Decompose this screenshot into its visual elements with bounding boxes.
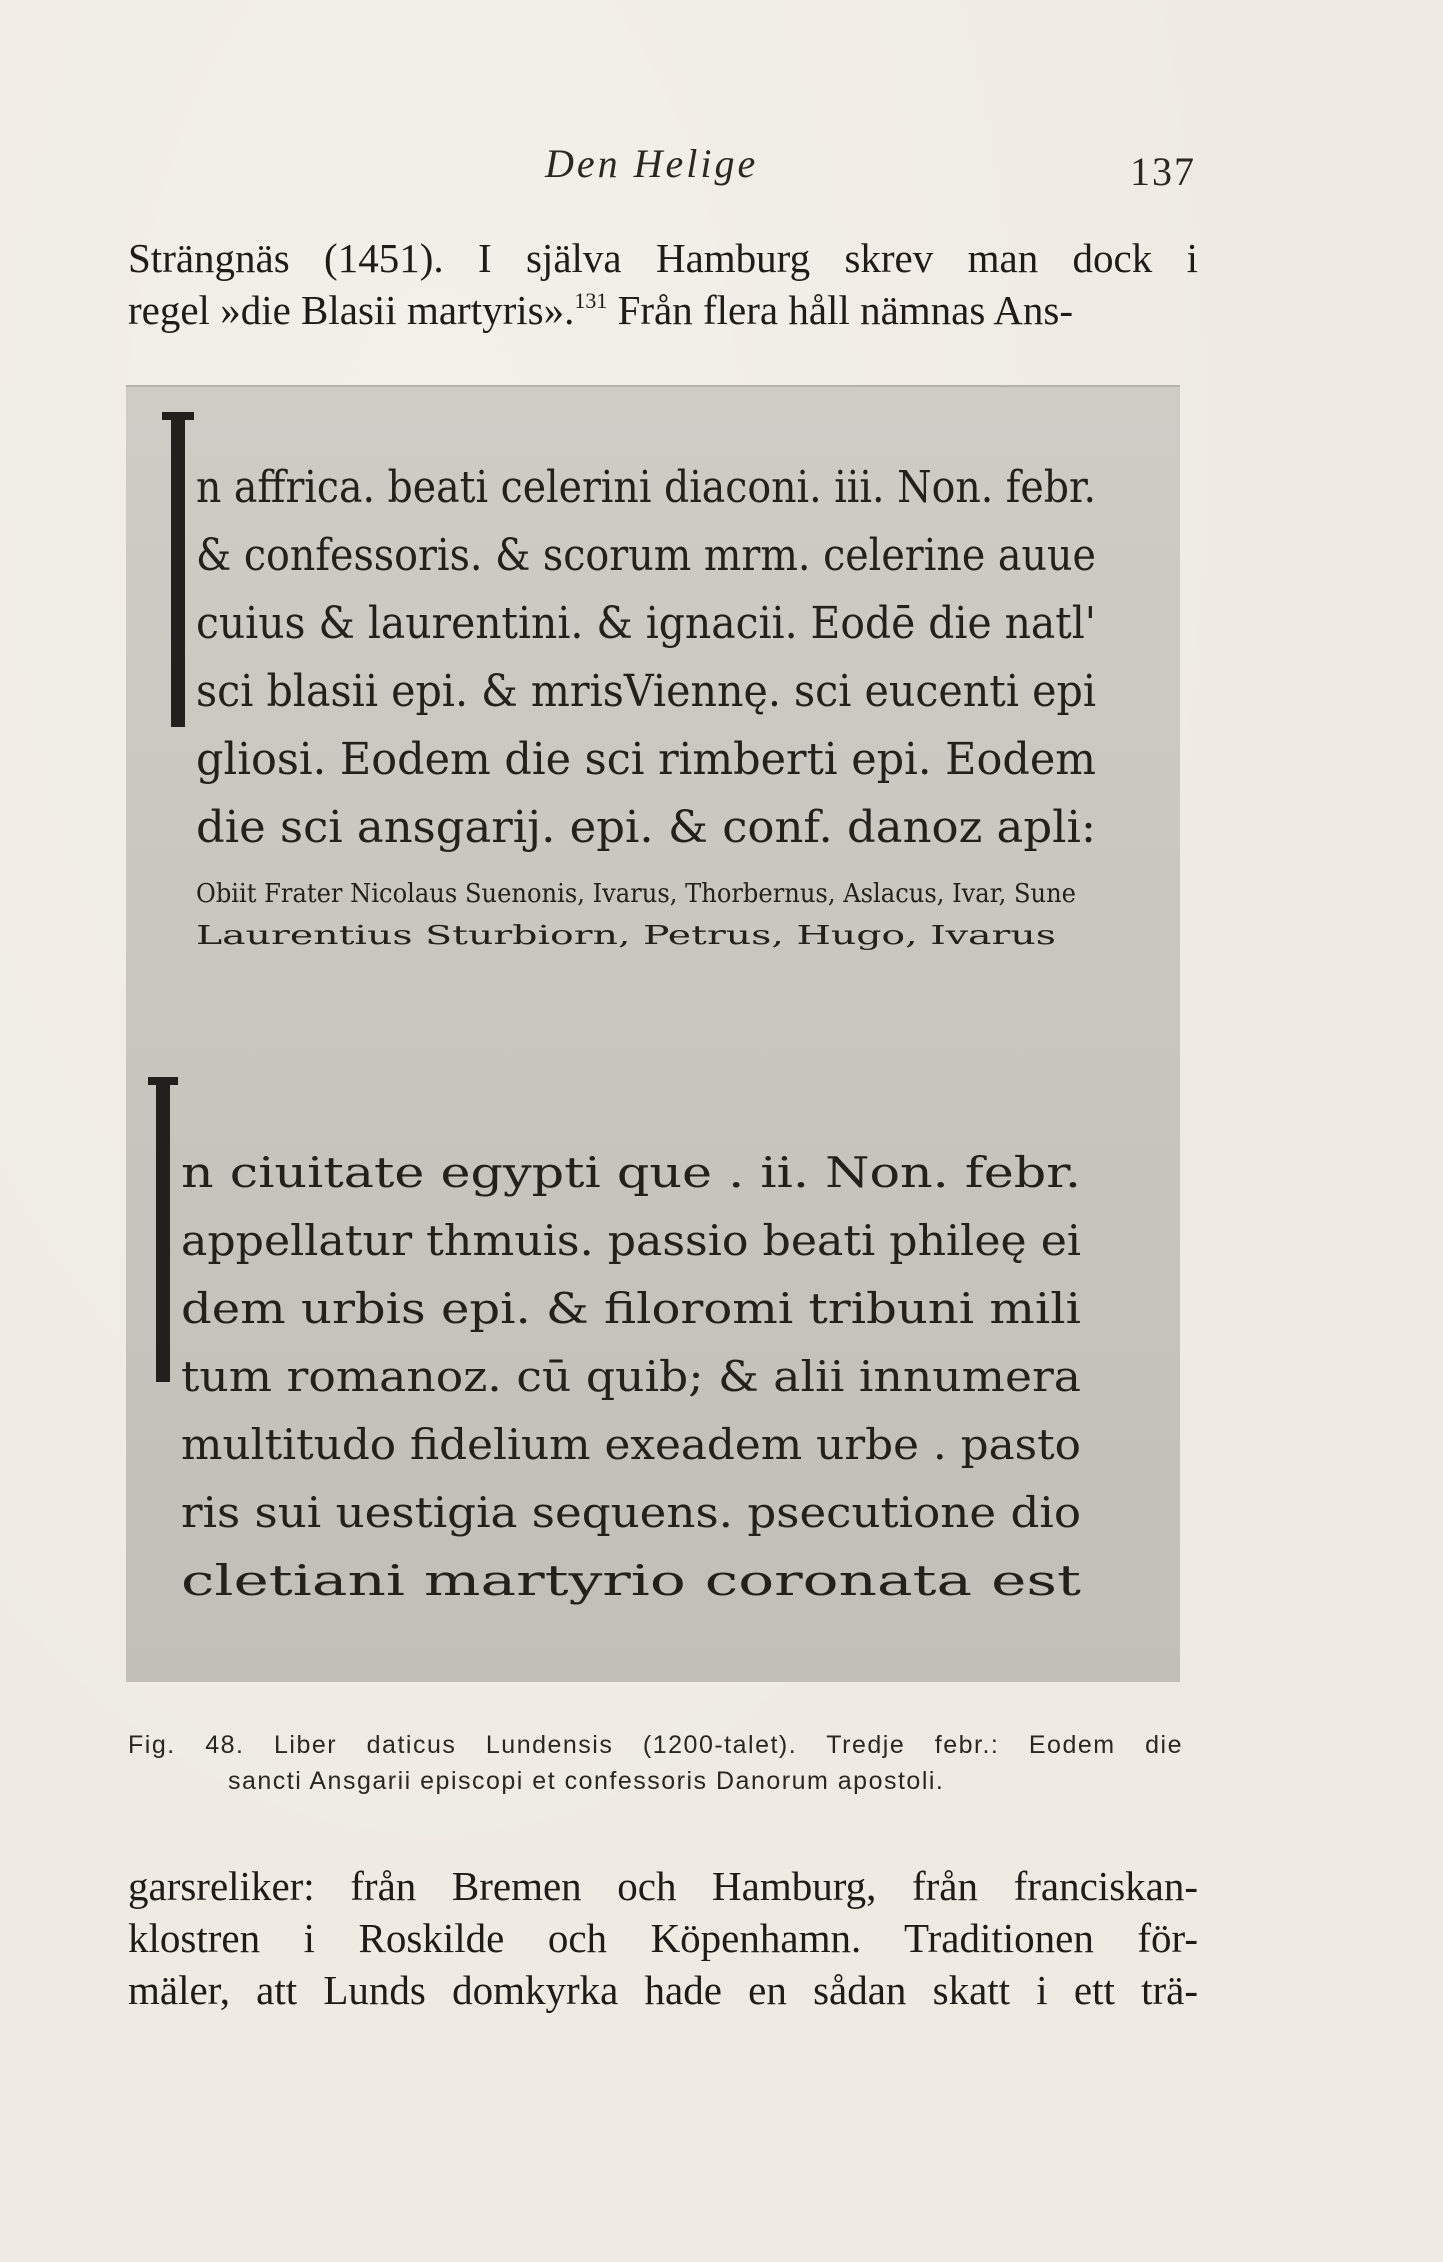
text-line: mäler, att Lunds domkyrka hade en sådan skatt i ett trä-	[128, 1967, 1198, 2013]
text-fragment: regel »die Blasii martyris».	[128, 287, 575, 333]
caption-line: sancti Ansgarii episcopi et confessoris Danorum apostoli.	[228, 1767, 945, 1795]
manuscript-line: die sci ansgarij. epi. & conf. danoz apli:	[196, 802, 1096, 853]
manuscript-line: sci blasii epi. & mrisViennę. sci eucenti epi	[196, 666, 1096, 717]
manuscript-line: cuius & laurentini. & ignacii. Eodē die natl'	[196, 598, 1096, 649]
text-line	[128, 284, 1198, 336]
initial-serif	[162, 412, 194, 420]
manuscript-line: dem urbis epi. & filoromi tribuni mili	[181, 1284, 1081, 1333]
text-line: Strängnäs (1451). I själva Hamburg skrev man dock i	[128, 235, 1198, 281]
manuscript-line: tum romanoz. cū quib; & alii innumera	[181, 1352, 1081, 1401]
manuscript-image	[126, 387, 1180, 1682]
manuscript-line: & confessoris. & scorum mrm. celerine auue	[196, 530, 1096, 581]
initial-letter-second	[156, 1082, 170, 1382]
running-head	[0, 140, 1443, 200]
manuscript-figure	[126, 385, 1180, 1682]
text-fragment: Från flera håll nämnas Ans-	[607, 287, 1074, 333]
manuscript-line: Obiit Frater Nicolaus Suenonis, Ivarus, Thorbernus, Aslacus, Ivar, Sune	[196, 879, 1076, 909]
manuscript-line: cletiani martyrio coronata est	[181, 1556, 1082, 1605]
manuscript-line: appellatur thmuis. passio beati phileę ei	[181, 1216, 1081, 1265]
manuscript-line: multitudo fidelium exeadem urbe . pasto	[181, 1420, 1081, 1469]
manuscript-line: n affrica. beati celerini diaconi. iii. Non. febr.	[196, 462, 1096, 513]
manuscript-line: gliosi. Eodem die sci rimberti epi. Eodem	[196, 734, 1096, 785]
manuscript-line: Laurentius Sturbiorn, Petrus, Hugo, Ivarus	[196, 921, 1056, 951]
figure-caption	[128, 1727, 1183, 1799]
text-line: garsreliker: från Bremen och Hamburg, från franciskan-	[128, 1863, 1198, 1909]
bottom-paragraph	[128, 1860, 1198, 2016]
running-title: Den Helige	[545, 141, 759, 186]
initial-serif	[148, 1077, 178, 1085]
caption-line: Fig. 48. Liber daticus Lundensis (1200-talet). Tredje febr.: Eodem die	[128, 1731, 1183, 1759]
manuscript-line: ris sui uestigia sequens. psecutione dio	[181, 1488, 1081, 1537]
text-line: klostren i Roskilde och Köpenhamn. Traditionen för-	[128, 1915, 1198, 1961]
manuscript-text-block-second	[181, 1148, 1081, 1605]
top-paragraph	[128, 232, 1198, 336]
footnote-reference: 131	[574, 288, 608, 313]
manuscript-line: n ciuitate egypti que . ii. Non. febr.	[181, 1148, 1081, 1197]
page-number: 137	[1130, 149, 1196, 194]
initial-letter-first	[171, 417, 185, 727]
